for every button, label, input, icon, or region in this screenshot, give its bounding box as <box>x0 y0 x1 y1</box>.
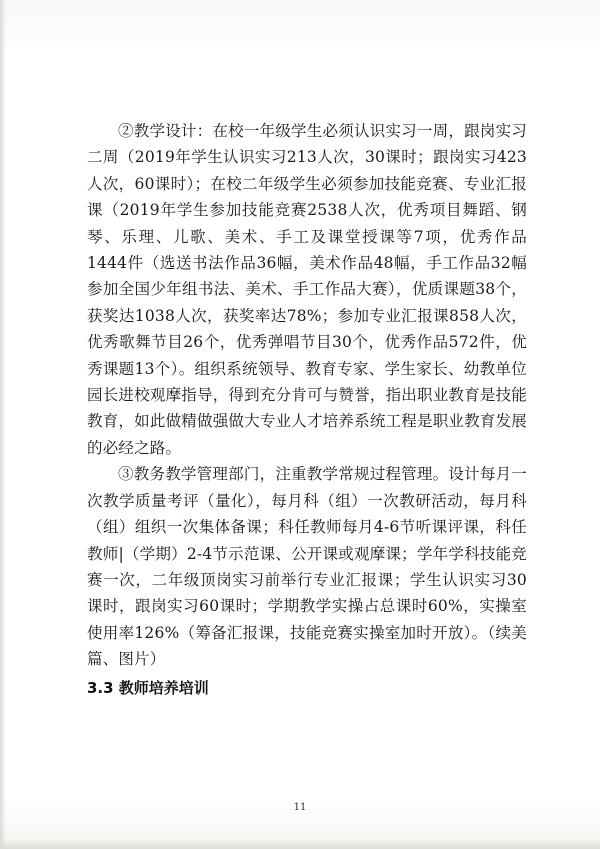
section-heading: 3.3 教师培养培训 <box>87 678 209 697</box>
scan-shadow-left <box>0 0 6 849</box>
paragraph-academic-management: ③教务教学管理部门，注重教学常规过程管理。设计每月一次教学质量考评（量化），每月科（组）一次教研活动，每月科（组）组织一次集体备课；科任教师每月4-6节听课评课，科任教师|（学期）2-4节示范课、公开课或观摩课；学年学科技能竞赛一次，二年级顶岗实习前举行专业汇报课；学生认识实习30课时，跟岗实习60课时；学期教学实操占总课时60%，实操室使用率126%（筹备汇报课，技能竞赛实操室加时开放）。（续美篇、图片） <box>87 465 527 669</box>
scan-shadow-bottom <box>0 839 600 849</box>
paragraph-teaching-design: ②教学设计：在校一年级学生必须认识实习一周，跟岗实习二周（2019年学生认识实习213人次，30课时；跟岗实习423人次，60课时）；在校二年级学生必须参加技能竞赛、专业汇报课（2019年学生参加技能竞赛2538人次，优秀项目舞蹈、钢琴、乐理、儿歌、美术、手工及课堂授课等7项，优秀作品1444件（选送书法作品36幅，美术作品48幅，手工作品32幅参加全国少年组书法、美术、手工作品大赛），优质课题38个，获奖达1038人次，获奖率达78%；参加专业汇报课858人次，优秀歌舞节目26个，优秀弹唱节目30个，优秀作品572件，优秀课题13个）。组织系统领导、教育专家、学生家长、幼教单位园长进校观摩指导，得到充分肯可与赞誉，指出职业教育是技能教育，如此做精做强做大专业人才培养系统工程是职业教育发展的必经之路。 <box>87 122 527 457</box>
page-number: 11 <box>293 802 307 813</box>
body-text <box>87 118 527 701</box>
